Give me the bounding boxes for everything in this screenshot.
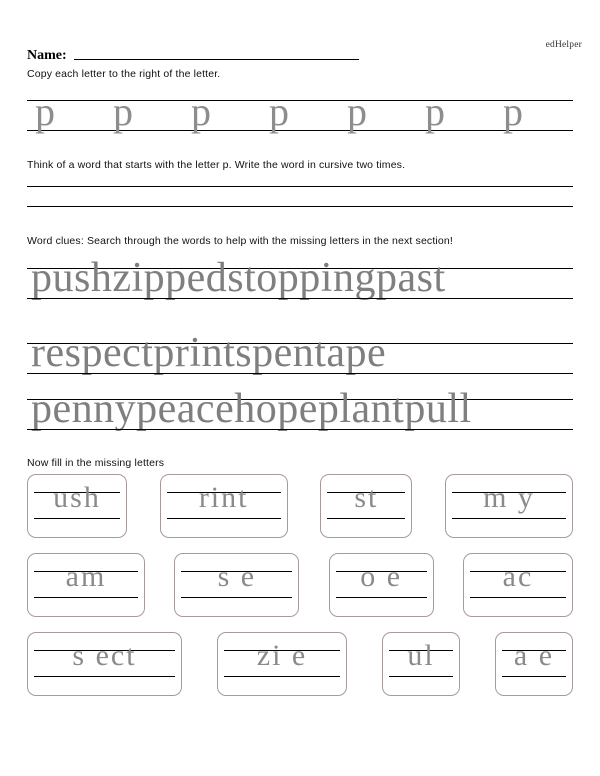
name-field-row (27, 49, 359, 63)
clue-baseline (27, 298, 573, 299)
box-baseline (502, 676, 566, 677)
fill-in-fragment: a e (513, 639, 555, 672)
fill-in-fragment: am (65, 560, 107, 593)
fill-in-fragment: ac (502, 560, 534, 593)
instruction-copy-letter: Copy each letter to the right of the letter. (27, 68, 221, 80)
box-baseline (167, 518, 281, 519)
fill-in-fragment: o e (360, 560, 403, 593)
clue-baseline (27, 429, 573, 430)
fill-in-box[interactable] (329, 553, 434, 617)
instruction-fill-missing: Now fill in the missing letters (27, 457, 165, 469)
box-baseline (34, 676, 175, 677)
trace-letter: p (503, 89, 523, 134)
box-baseline (327, 518, 405, 519)
write-line-2[interactable] (27, 206, 573, 207)
clue-baseline (27, 373, 573, 374)
fill-in-fragment: st (354, 481, 379, 514)
fill-in-box[interactable] (27, 553, 145, 617)
box-baseline (181, 597, 292, 598)
trace-letter: p (347, 89, 367, 134)
instruction-think-word: Think of a word that starts with the letter p. Write the word in cursive two times. (27, 159, 406, 171)
trace-letter: p (35, 89, 55, 134)
box-baseline (34, 597, 138, 598)
box-baseline (34, 518, 120, 519)
trace-letter: p (269, 89, 289, 134)
fill-in-box[interactable] (174, 553, 299, 617)
box-baseline (470, 597, 566, 598)
write-line-1[interactable] (27, 186, 573, 187)
clue-words: pushzippedstoppingpast (31, 255, 446, 301)
trace-letter-group (27, 89, 573, 148)
fill-in-fragment: zi e (256, 639, 308, 672)
fill-in-box[interactable] (160, 474, 288, 538)
clue-words: pennypeacehopeplantpull (31, 386, 472, 432)
fill-in-box[interactable] (320, 474, 412, 538)
fill-in-fragment: s e (217, 560, 257, 593)
word-clue-row (27, 386, 573, 451)
fill-in-fragment: m y (483, 481, 535, 514)
trace-letter: p (425, 89, 445, 134)
trace-letter: p (191, 89, 211, 134)
fill-in-fragment: s ect (72, 639, 137, 672)
trace-letter: p (113, 89, 133, 134)
fill-in-box[interactable] (463, 553, 573, 617)
fill-in-fragment: ul (407, 639, 435, 672)
box-baseline (452, 518, 566, 519)
box-baseline (389, 676, 453, 677)
fill-in-box[interactable] (495, 632, 573, 696)
word-clue-row (27, 255, 573, 320)
instruction-word-clues: Word clues: Search through the words to help with the missing letters in the next section! (27, 235, 453, 247)
box-baseline (336, 597, 427, 598)
fill-in-box[interactable] (445, 474, 573, 538)
name-input-line[interactable] (74, 59, 359, 60)
fill-in-fragment: ush (53, 481, 101, 514)
letter-tracing-band[interactable] (27, 89, 573, 148)
name-label: Name: (27, 48, 67, 63)
fill-in-box[interactable] (27, 632, 182, 696)
fill-in-box[interactable] (27, 474, 127, 538)
box-baseline (224, 676, 340, 677)
edhelper-logo: edHelper (545, 40, 582, 50)
fill-in-box[interactable] (382, 632, 460, 696)
clue-words: respectprintspentape (31, 330, 387, 376)
fill-in-fragment: rint (198, 481, 249, 514)
fill-in-box[interactable] (217, 632, 347, 696)
